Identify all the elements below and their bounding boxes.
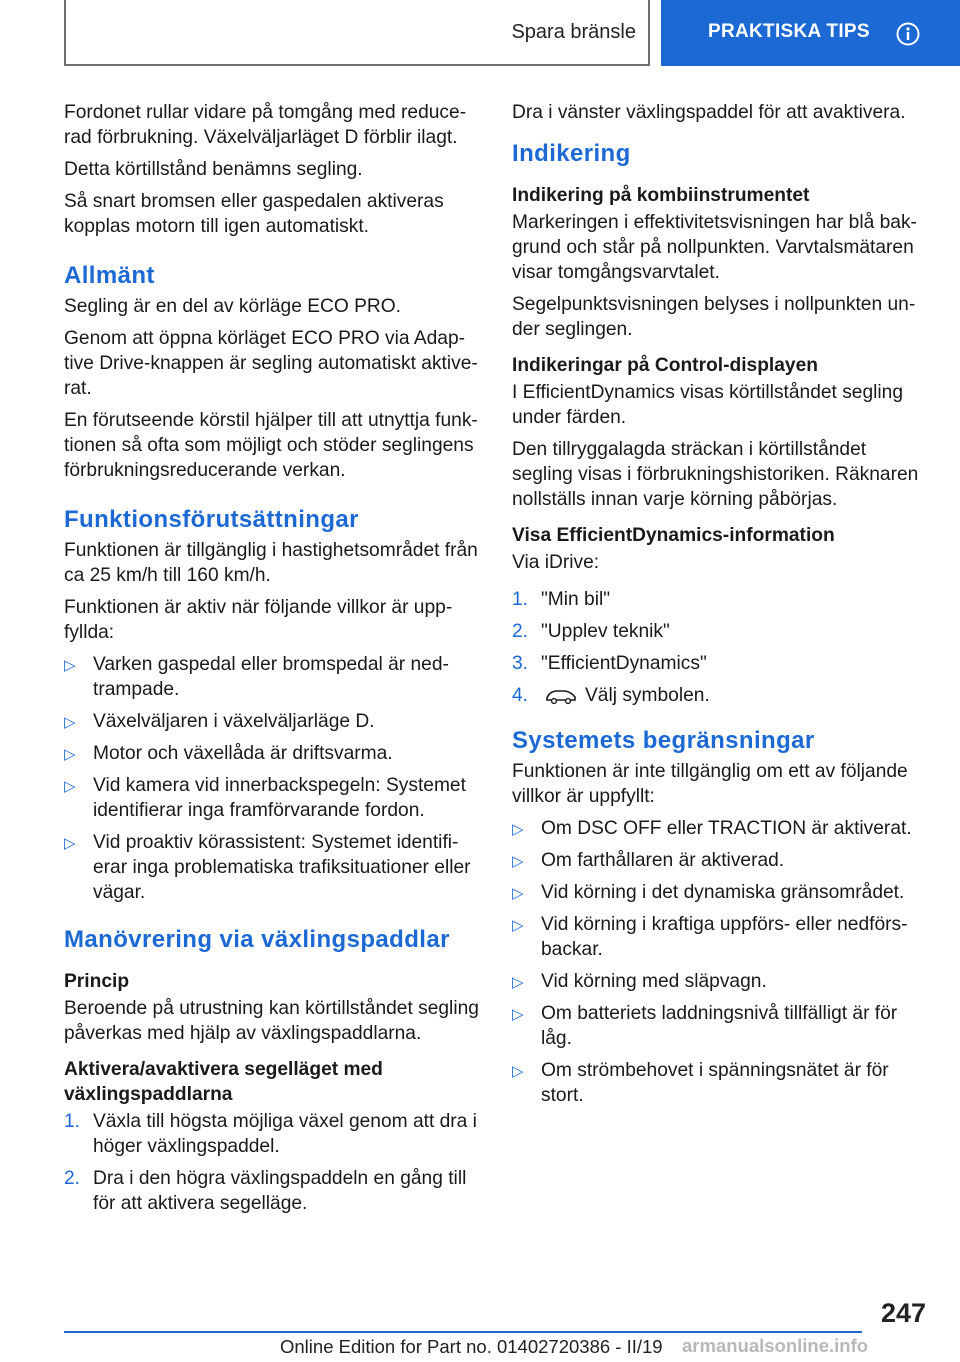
list-item: ▷ Vid kamera vid innerbackspegeln: Systemet identifierar inga framförvarande fordon. bbox=[64, 775, 466, 821]
activate-steps bbox=[64, 1109, 480, 1216]
limits-intro: Funktionen är inte tillgänglig om ett av följande villkor är uppfyllt: bbox=[512, 761, 908, 807]
heading-general: Allmänt bbox=[64, 262, 155, 289]
heading-paddles: Manövrering via växlingspaddlar bbox=[64, 926, 450, 953]
heading-control-display: Indikeringar på Control-displayen bbox=[512, 355, 818, 376]
step-item: 3. "EfficientDynamics" bbox=[512, 653, 707, 674]
car-symbol-icon bbox=[545, 687, 577, 705]
general-paragraph: Genom att öppna körläget ECO PRO via Adaptive Drive-knappen är segling automatiskt aktiverat. bbox=[64, 328, 478, 399]
triangle-bullet-icon: ▷ bbox=[64, 835, 76, 852]
triangle-bullet-icon: ▷ bbox=[512, 821, 524, 838]
step-item: 2. Dra i den högra växlingspaddeln en gång till för att aktivera segelläge. bbox=[64, 1168, 467, 1214]
intro-paragraph: Så snart bromsen eller gaspedalen aktiveras kopplas motorn till igen automatiskt. bbox=[64, 191, 444, 237]
left-column bbox=[64, 100, 480, 1223]
list-item: ▷ Vid körning i kraftiga uppförs- eller nedförsbackar. bbox=[512, 914, 908, 960]
show-intro: Via iDrive: bbox=[512, 552, 600, 573]
step-item: 1. "Min bil" bbox=[512, 589, 611, 610]
chapter-tab[interactable] bbox=[661, 0, 960, 66]
heading-show-info: Visa EfficientDynamics-information bbox=[512, 525, 835, 546]
chapter-title: PRAKTISKA TIPS bbox=[708, 21, 870, 42]
requirements-paragraph: Funktionen är tillgänglig i hastighetsområdet från ca 25 km/h till 160 km/h. bbox=[64, 540, 478, 586]
watermark: armanualsonline.info bbox=[682, 1335, 869, 1356]
triangle-bullet-icon: ▷ bbox=[512, 853, 524, 870]
triangle-bullet-icon: ▷ bbox=[512, 1006, 524, 1023]
general-paragraph: En förutseende körstil hjälper till att utnyttja funktionen så ofta som möjligt och stöder seglingens förbrukningsreducerande verkan. bbox=[64, 410, 478, 481]
heading-principle: Princip bbox=[64, 971, 130, 992]
page-header bbox=[64, 0, 960, 66]
step-item: 4. Välj symbolen. bbox=[512, 685, 710, 706]
footer-divider bbox=[64, 1331, 862, 1333]
info-icon bbox=[896, 22, 920, 46]
list-item: ▷ Växelväljaren i växelväljarläge D. bbox=[64, 709, 480, 734]
triangle-bullet-icon: ▷ bbox=[512, 1063, 524, 1080]
heading-activate: Aktivera/avaktivera segelläget med växlingspaddlarna bbox=[64, 1059, 383, 1105]
limits-list bbox=[512, 816, 932, 1108]
control-paragraph: Den tillryggalagda sträckan i körtillståndet segling visas i förbrukningshistoriken. Räknaren nollställs innan varje körning påbörjas. bbox=[512, 439, 919, 510]
section-title: Spara bränsle bbox=[511, 20, 636, 43]
list-item: ▷ Vid körning i det dynamiska gränsområdet. bbox=[512, 880, 932, 905]
step-item: 1. Växla till högsta möjliga växel genom att dra i höger växlingspaddel. bbox=[64, 1111, 477, 1157]
requirements-paragraph: Funktionen är aktiv när följande villkor är uppfyllda: bbox=[64, 597, 453, 643]
list-item: ▷ Motor och växellåda är driftsvarma. bbox=[64, 741, 480, 766]
show-steps bbox=[512, 587, 932, 708]
triangle-bullet-icon: ▷ bbox=[64, 714, 76, 731]
heading-cluster: Indikering på kombiinstrumentet bbox=[512, 185, 810, 206]
triangle-bullet-icon: ▷ bbox=[512, 974, 524, 991]
principle-paragraph: Beroende på utrustning kan körtillståndet segling påverkas med hjälp av växlingspaddlarna. bbox=[64, 998, 479, 1044]
triangle-bullet-icon: ▷ bbox=[64, 778, 76, 795]
list-item: ▷ Vid körning med släpvagn. bbox=[512, 969, 932, 994]
triangle-bullet-icon: ▷ bbox=[512, 885, 524, 902]
page-number: 247 bbox=[880, 1298, 926, 1328]
control-paragraph: I EfficientDynamics visas körtillståndet segling under färden. bbox=[512, 382, 904, 428]
triangle-bullet-icon: ▷ bbox=[64, 746, 76, 763]
heading-indication: Indikering bbox=[512, 140, 631, 167]
list-item: ▷ Om batteriets laddningsnivå tillfälligt är för låg. bbox=[512, 1003, 898, 1049]
deactivate-paragraph: Dra i vänster växlingspaddel för att avaktivera. bbox=[512, 102, 906, 123]
heading-limits: Systemets begränsningar bbox=[512, 727, 815, 754]
right-column bbox=[512, 100, 932, 1115]
cluster-paragraph: Segelpunktsvisningen belyses i nollpunkten under seglingen. bbox=[512, 294, 916, 340]
triangle-bullet-icon: ▷ bbox=[512, 917, 524, 934]
requirements-list bbox=[64, 652, 480, 905]
list-item: ▷ Om farthållaren är aktiverad. bbox=[512, 848, 932, 873]
heading-requirements: Funktionsförutsättningar bbox=[64, 506, 359, 533]
intro-paragraph: Fordonet rullar vidare på tomgång med reducerad förbrukning. Växelväljarläget D förblir ilagt. bbox=[64, 102, 467, 148]
triangle-bullet-icon: ▷ bbox=[64, 657, 76, 674]
intro-paragraph: Detta körtillstånd benämns segling. bbox=[64, 159, 363, 180]
general-paragraph: Segling är en del av körläge ECO PRO. bbox=[64, 296, 402, 317]
list-item: ▷ Om DSC OFF eller TRACTION är aktiverat. bbox=[512, 816, 932, 841]
footer-edition: Online Edition for Part no. 01402720386 - II/19 bbox=[280, 1336, 663, 1357]
cluster-paragraph: Markeringen i effektivitetsvisningen har blå bakgrund och står på nollpunkten. Varvtalsmätaren visar tomgångsvarvtalet. bbox=[512, 212, 917, 283]
step-item: 2. "Upplev teknik" bbox=[512, 621, 670, 642]
list-item: ▷ Vid proaktiv körassistent: Systemet identifierar inga problematiska trafiksituationer eller vägar. bbox=[64, 832, 471, 903]
list-item: ▷ Varken gaspedal eller bromspedal är nedtrampade. bbox=[64, 654, 449, 700]
list-item: ▷ Om strömbehovet i spänningsnätet är för stort. bbox=[512, 1060, 889, 1106]
